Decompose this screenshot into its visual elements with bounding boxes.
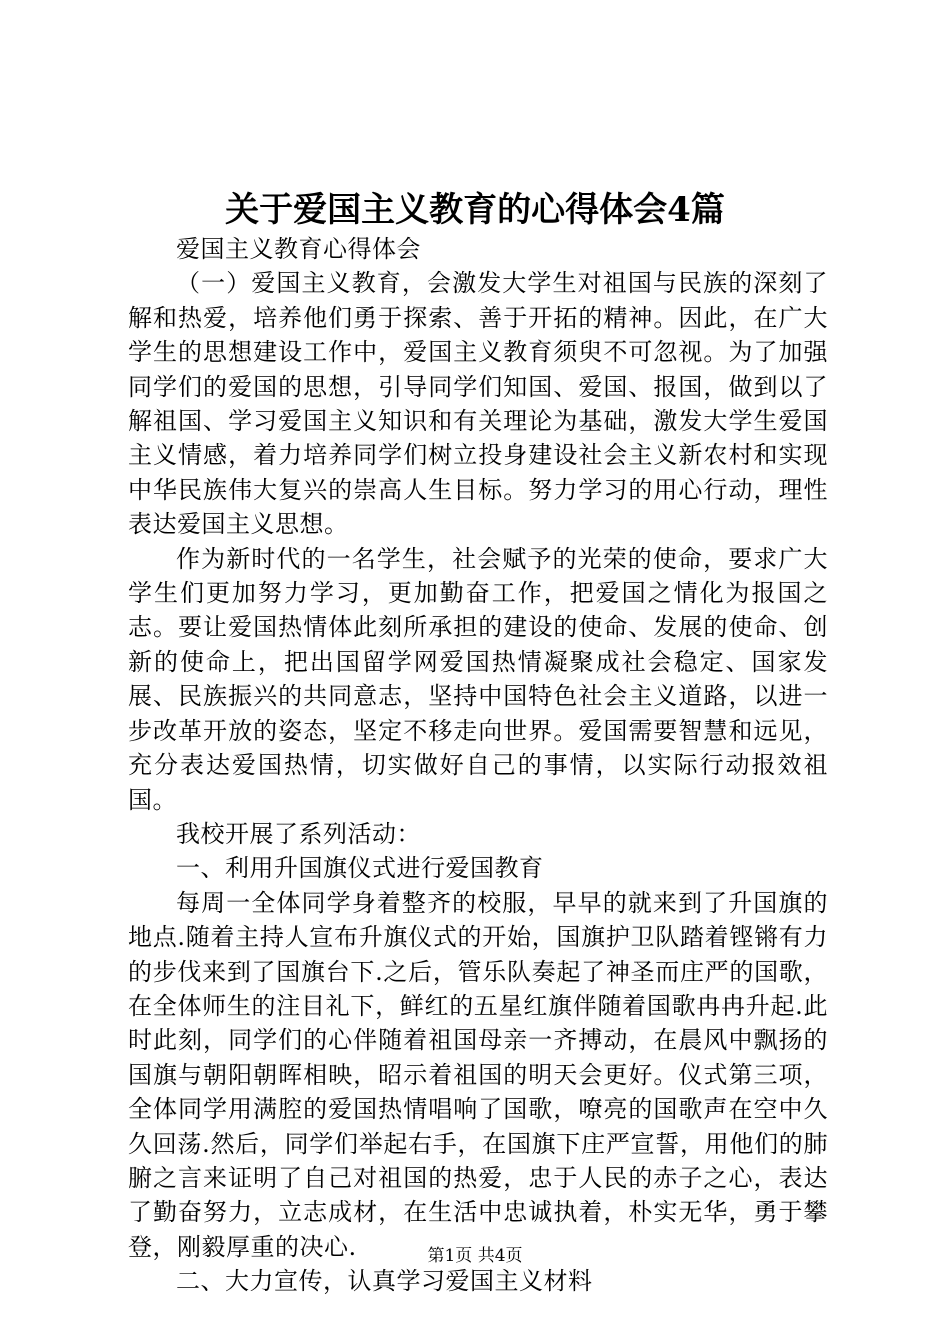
body-paragraph: （一）爱国主义教育，会激发大学生对祖国与民族的深刻了解和热爱，培养他们勇于探索、善于开拓的精神。因此，在广大学生的思想建设工作中，爱国主义教育须臾不可忽视。为了加强同学们的爱国的思想，引导同学们知国、爱国、报国，做到以了解祖国、学习爱国主义知识和有关理论为基础，激发大学生爱国主义情感，着力培养同学们树立投身建设社会主义新农村和实现中华民族伟大复兴的崇高人生目标。努力学习的用心行动，理性表达爱国主义思想。 xyxy=(128,269,828,539)
body-paragraph: 作为新时代的一名学生，社会赋予的光荣的使命，要求广大学生们更加努力学习，更加勤奋工作，把爱国之情化为报国之志。要让爱国热情体此刻所承担的建设的使命、发展的使命、创新的使命上，把出国留学网爱国热情凝聚成社会稳定、国家发展、民族振兴的共同意志，坚持中国特色社会主义道路，以进一步改革开放的姿态，坚定不移走向世界。爱国需要智慧和远见，充分表达爱国热情，切实做好自己的事情，以实际行动报效祖国。 xyxy=(128,544,828,814)
page-footer: 第1页 共4页 xyxy=(427,1246,523,1266)
body-paragraph: 我校开展了系列活动： xyxy=(176,819,421,848)
body-paragraph: 每周一全体同学身着整齐的校服，早早的就来到了升国旗的地点.随着主持人宣布升旗仪式的开始，国旗护卫队踏着铿锵有力的步伐来到了国旗台下.之后，管乐队奏起了神圣而庄严的国歌，在全体师生的注目礼下，鲜红的五星红旗伴随着国歌冉冉升起.此时此刻，同学们的心伴随着祖国母亲一齐搏动，在晨风中飘扬的国旗与朝阳朝晖相映，昭示着祖国的明天会更好。仪式第三项，全体同学用满腔的爱国热情唱响了国歌，嘹亮的国歌声在空中久久回荡.然后，同学们举起右手，在国旗下庄严宣誓，用他们的肺腑之言来证明了自己对祖国的热爱，忠于人民的赤子之心，表达了勤奋努力，立志成材，在生活中忠诚执着，朴实无华，勇于攀登，刚毅厚重的决心. xyxy=(128,888,828,1261)
section-heading: 爱国主义教育心得体会 xyxy=(176,235,421,263)
document-body xyxy=(128,232,828,1299)
section-heading: 二、大力宣传，认真学习爱国主义材料 xyxy=(176,1267,593,1296)
section-heading: 一、利用升国旗仪式进行爱国教育 xyxy=(176,854,544,883)
document-title: 关于爱国主义教育的心得体会4篇 xyxy=(225,190,725,230)
